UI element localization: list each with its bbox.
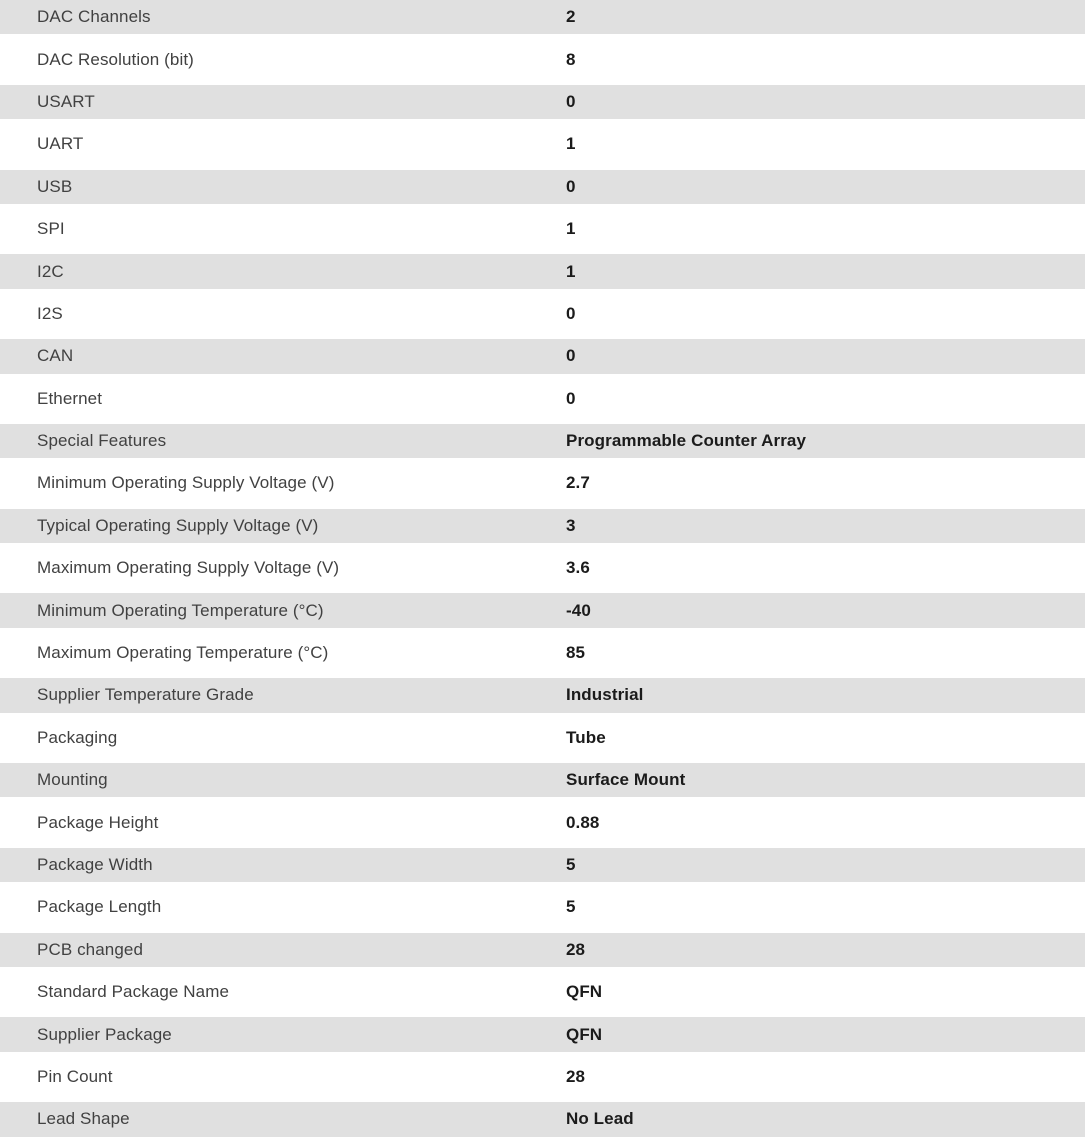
spec-row-minimum-operating-temperature-c bbox=[0, 593, 1085, 627]
spec-row-label: Typical Operating Supply Voltage (V) bbox=[37, 515, 319, 535]
spec-row-label: USART bbox=[37, 91, 95, 111]
spec-row-package-length bbox=[0, 890, 1085, 924]
spec-row-special-features bbox=[0, 424, 1085, 458]
spec-row-value: 0 bbox=[566, 303, 576, 323]
spec-row-label: Lead Shape bbox=[37, 1109, 130, 1129]
spec-row-value: QFN bbox=[566, 982, 603, 1002]
spec-row-maximum-operating-supply-voltage-v bbox=[0, 551, 1085, 585]
spec-row-supplier-package bbox=[0, 1017, 1085, 1051]
spec-row-value: 8 bbox=[566, 49, 576, 69]
spec-row-value: 3 bbox=[566, 515, 576, 535]
spec-row-value: No Lead bbox=[566, 1109, 634, 1129]
spec-row-dac-channels bbox=[0, 0, 1085, 34]
spec-row-label: Minimum Operating Temperature (°C) bbox=[37, 600, 324, 620]
spec-row-value: 0 bbox=[566, 91, 576, 111]
spec-row-label: DAC Channels bbox=[37, 7, 151, 27]
spec-row-value: Industrial bbox=[566, 685, 644, 705]
spec-row-label: Package Length bbox=[37, 897, 162, 917]
spec-row-i2s bbox=[0, 297, 1085, 331]
spec-row-value: 85 bbox=[566, 643, 586, 663]
spec-row-label: Special Features bbox=[37, 431, 167, 451]
spec-row-value: -40 bbox=[566, 600, 591, 620]
spec-row-label: Maximum Operating Supply Voltage (V) bbox=[37, 558, 340, 578]
spec-row-label: I2C bbox=[37, 261, 64, 281]
spec-row-typical-operating-supply-voltage-v bbox=[0, 509, 1085, 543]
spec-row-uart bbox=[0, 127, 1085, 161]
spec-row-label: Maximum Operating Temperature (°C) bbox=[37, 643, 329, 663]
spec-row-label: SPI bbox=[37, 219, 65, 239]
spec-row-label: DAC Resolution (bit) bbox=[37, 49, 194, 69]
spec-row-label: Minimum Operating Supply Voltage (V) bbox=[37, 473, 335, 493]
spec-row-value: 1 bbox=[566, 134, 576, 154]
spec-row-value: 5 bbox=[566, 855, 576, 874]
spec-row-label: UART bbox=[37, 134, 84, 154]
spec-row-value: 1 bbox=[566, 261, 576, 281]
spec-row-can bbox=[0, 339, 1085, 373]
spec-row-spi bbox=[0, 212, 1085, 246]
spec-row-mounting bbox=[0, 763, 1085, 797]
spec-row-label: Supplier Temperature Grade bbox=[37, 685, 254, 705]
spec-row-value: 0.88 bbox=[566, 812, 600, 832]
spec-row-value: 28 bbox=[566, 1066, 586, 1086]
spec-row-label: Package Height bbox=[37, 812, 159, 832]
spec-row-value: 2 bbox=[566, 7, 576, 27]
spec-row-label: Pin Count bbox=[37, 1066, 113, 1086]
spec-row-lead-shape bbox=[0, 1102, 1085, 1136]
spec-row-ethernet bbox=[0, 382, 1085, 416]
spec-row-standard-package-name bbox=[0, 975, 1085, 1009]
spec-row-label: PCB changed bbox=[37, 939, 144, 959]
spec-row-value: Surface Mount bbox=[566, 770, 686, 790]
spec-row-value: Programmable Counter Array bbox=[566, 431, 807, 451]
spec-row-label: USB bbox=[37, 176, 73, 196]
spec-row-value: 0 bbox=[566, 176, 576, 196]
spec-row-value: 28 bbox=[566, 939, 586, 959]
spec-row-value: QFN bbox=[566, 1024, 603, 1044]
spec-row-value: 1 bbox=[566, 219, 576, 239]
spec-row-label: CAN bbox=[37, 346, 74, 366]
spec-row-dac-resolution-bit bbox=[0, 42, 1085, 76]
spec-row-label: Packaging bbox=[37, 727, 118, 747]
spec-row-package-width bbox=[0, 848, 1085, 882]
spec-row-pin-count bbox=[0, 1060, 1085, 1094]
spec-row-label: I2S bbox=[37, 303, 63, 323]
spec-row-maximum-operating-temperature-c bbox=[0, 636, 1085, 670]
spec-row-value: 5 bbox=[566, 897, 576, 917]
spec-row-usb bbox=[0, 170, 1085, 204]
spec-row-label: Standard Package Name bbox=[37, 982, 230, 1002]
spec-row-package-height bbox=[0, 805, 1085, 839]
spec-row-label: Mounting bbox=[37, 770, 108, 790]
spec-row-supplier-temperature-grade bbox=[0, 678, 1085, 712]
spec-row-usart bbox=[0, 85, 1085, 119]
spec-row-pcb-changed bbox=[0, 933, 1085, 967]
spec-row-label: Ethernet bbox=[37, 388, 103, 408]
spec-row-value: 0 bbox=[566, 346, 576, 366]
spec-row-value: 0 bbox=[566, 388, 576, 408]
spec-row-i2c bbox=[0, 254, 1085, 288]
spec-row-value: 3.6 bbox=[566, 558, 590, 578]
spec-row-value: Tube bbox=[566, 727, 606, 747]
spec-row-value: 2.7 bbox=[566, 473, 590, 493]
spec-row-label: Supplier Package bbox=[37, 1024, 172, 1044]
spec-row-minimum-operating-supply-voltage-v bbox=[0, 466, 1085, 500]
spec-row-packaging bbox=[0, 721, 1085, 755]
spec-row-label: Package Width bbox=[37, 855, 153, 874]
